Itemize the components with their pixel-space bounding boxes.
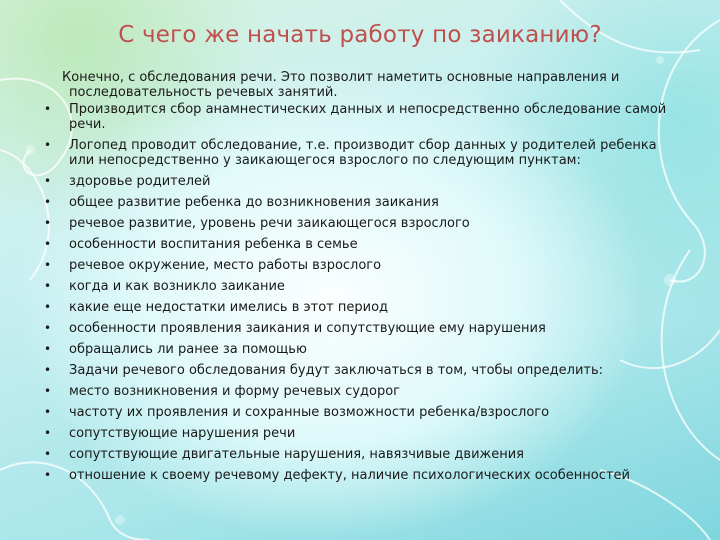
bullet-icon: • [44,426,52,440]
list-item [44,300,684,315]
list-item [44,426,684,441]
list-item [44,237,684,252]
bullet-icon: • [44,405,52,419]
bullet-icon: • [44,447,52,461]
bullet-icon: • [44,363,52,377]
list-item-text: когда и как возникло заикание [69,279,285,294]
bullet-icon: • [44,138,52,152]
list-item-text: Производится сбор анамнестических данных и непосредственно обследование самой речи. [69,102,667,132]
list-item-text: сопутствующие двигательные нарушения, навязчивые движения [69,447,524,462]
list-item-text: место возникновения и форму речевых судорог [69,384,400,399]
intro-paragraph: Конечно, с обследования речи. Это позволит наметить основные направления и последовательность речевых занятий. [62,70,620,100]
slide-body [44,70,684,489]
bullet-list [44,102,684,483]
list-item-text: речевое окружение, место работы взрослого [69,258,382,273]
list-item [44,138,684,168]
list-item [44,258,684,273]
list-item-text: какие еще недостатки имелись в этот период [69,300,389,315]
bullet-icon: • [44,279,52,293]
bullet-icon: • [44,237,52,251]
bullet-icon: • [44,216,52,230]
bullet-icon: • [44,300,52,314]
list-item-text: Логопед проводит обследование, т.е. производит сбор данных у родителей ребенка или непосредственно у заикающегося взрослого по следующим пунктам: [69,138,657,168]
list-item [44,468,684,483]
list-item-text: речевое развитие, уровень речи заикающегося взрослого [69,216,470,231]
list-item [44,342,684,357]
list-item [44,384,684,399]
bullet-icon: • [44,195,52,209]
list-item [44,216,684,231]
list-item-text: здоровье родителей [69,174,211,189]
bullet-icon: • [44,384,52,398]
slide-title: С чего же начать работу по заиканию? [118,22,602,48]
list-item [44,174,684,189]
list-item-text: особенности проявления заикания и сопутствующие ему нарушения [69,321,546,336]
list-item-text: обращались ли ранее за помощью [69,342,307,357]
list-item [44,195,684,210]
list-item [44,102,684,132]
bullet-icon: • [44,102,52,116]
list-item [44,279,684,294]
list-item-text: общее развитие ребенка до возникновения заикания [69,195,439,210]
bullet-icon: • [44,174,52,188]
list-item [44,405,684,420]
list-item [44,363,684,378]
list-item [44,447,684,462]
list-item-text: сопутствующие нарушения речи [69,426,296,441]
bullet-icon: • [44,321,52,335]
list-item-text: особенности воспитания ребенка в семье [69,237,358,252]
bullet-icon: • [44,468,52,482]
list-item [44,321,684,336]
bullet-icon: • [44,258,52,272]
list-item-text: Задачи речевого обследования будут заключаться в том, чтобы определить: [69,363,604,378]
list-item-text: отношение к своему речевому дефекту, наличие психологических особенностей [69,468,630,483]
list-item-text: частоту их проявления и сохранные возможности ребенка/взрослого [69,405,550,420]
bullet-icon: • [44,342,52,356]
